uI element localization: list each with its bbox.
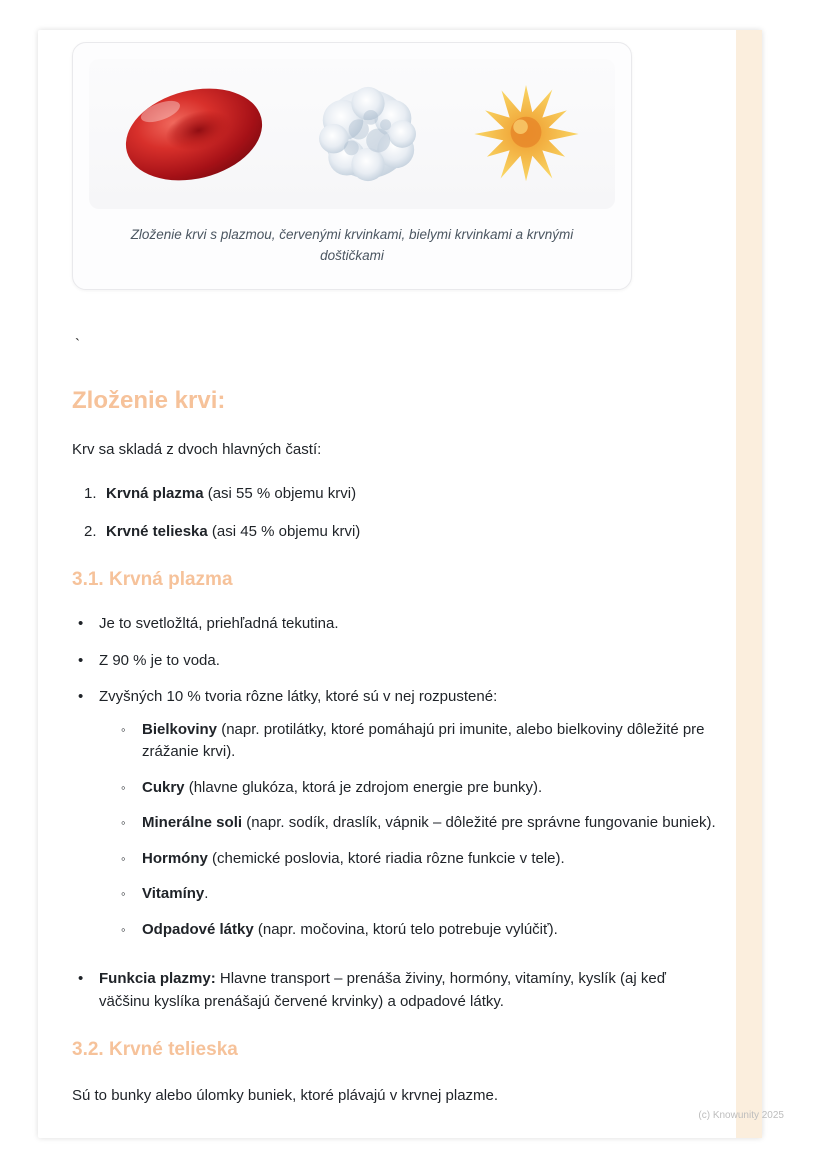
figure-caption: Zloženie krvi s plazmou, červenými krvinkami, bielymi krvinkami a krvnými doštičkami: [130, 227, 574, 263]
list-item-text: Bielkoviny (napr. protilátky, ktoré pomáhajú pri imunite, alebo bielkoviny dôležité pre zrážanie krvi).: [142, 720, 705, 761]
substance-sublist: [121, 719, 720, 942]
cells-paragraph: Sú to bunky alebo úlomky buniek, ktoré plávajú v krvnej plazme.: [72, 1087, 499, 1105]
list-item: [84, 521, 720, 544]
bullet-icon: •: [78, 615, 84, 633]
list-item-text: Krvná plazma (asi 55 % objemu krvi): [106, 485, 357, 503]
platelet-icon: [467, 75, 585, 193]
bullet-icon: •: [78, 688, 84, 706]
circle-bullet-icon: ◦: [121, 850, 126, 866]
main-heading: Zloženie krvi:: [72, 386, 226, 414]
list-item-text: Hormóny (chemické poslovia, ktoré riadia rôzne funkcie v tele).: [142, 849, 565, 867]
copyright-note: (c) Knowunity 2025: [698, 1110, 784, 1121]
blood-cells-image: [89, 59, 615, 209]
list-item: [78, 613, 720, 636]
list-item-text: Zvyšných 10 % tvoria rôzne látky, ktoré sú v nej rozpustené: ◦ Bielkoviny (napr. protilátky, ktoré pomáhajú pri imunite, alebo bielkoviny dôležité pre zrážanie krvi). ◦ Cukry (hlavne glukóza, ktorá je zdrojom energie pre bunky). ◦ Minerálne soli (napr. sodík, draslík, vápnik – dôležité pre správne fungovanie buniek). ◦ Hormóny (chemické poslovia, ktoré riadia rôzne funkcie v tele). ◦ Vitamíny. ◦ Odpadové látky (napr. močovina, ktorú telo potrebuje vylúčiť).: [99, 686, 720, 954]
bullet-icon: •: [78, 651, 84, 669]
list-number: 2.: [84, 522, 97, 540]
list-item-text: Je to svetložltá, priehľadná tekutina.: [99, 615, 339, 633]
list-item: [121, 883, 720, 906]
list-item-text: Funkcia plazmy: Hlavne transport – prenáša živiny, hormóny, vitamíny, kyslík (aj keď väčšinu kyslíka prenášajú červené krvinky) a odpadové látky.: [99, 970, 666, 1010]
page-edge-strip: [736, 30, 762, 1138]
list-item: [121, 919, 720, 942]
list-item-text: Krvné telieska (asi 45 % objemu krvi): [106, 522, 361, 540]
circle-bullet-icon: ◦: [121, 921, 126, 937]
red-blood-cell-icon: [115, 77, 272, 190]
bullet-icon: •: [78, 970, 84, 988]
figure-card: [72, 42, 632, 290]
section-heading-plasma: 3.1. Krvná plazma: [72, 569, 233, 591]
list-item: [78, 968, 720, 1013]
list-item: [78, 650, 720, 673]
intro-paragraph: Krv sa skladá z dvoch hlavných častí:: [72, 440, 322, 458]
plasma-bullet-list: [78, 613, 720, 1013]
list-item-text: Cukry (hlavne glukóza, ktorá je zdrojom energie pre bunky).: [142, 778, 543, 796]
document-content: [72, 42, 720, 1108]
circle-bullet-icon: ◦: [121, 815, 126, 831]
circle-bullet-icon: ◦: [121, 721, 126, 737]
circle-bullet-icon: ◦: [121, 779, 126, 795]
numbered-list: [84, 483, 720, 543]
section-heading-cells: 3.2. Krvné telieska: [72, 1039, 238, 1061]
document-page: [38, 30, 762, 1138]
list-item: [84, 483, 720, 506]
list-number: 1.: [84, 485, 97, 503]
stray-backtick: `: [75, 335, 80, 353]
list-item: [121, 848, 720, 871]
list-item-text: Z 90 % je to voda.: [99, 651, 220, 669]
list-item: [121, 777, 720, 800]
list-item-text: Vitamíny.: [142, 885, 209, 903]
list-item-text: Minerálne soli (napr. sodík, draslík, vápnik – dôležité pre správne fungovanie buniek).: [142, 814, 716, 832]
circle-bullet-icon: ◦: [121, 886, 126, 902]
list-item: [121, 812, 720, 835]
list-item: [78, 686, 720, 954]
list-item: [121, 719, 720, 764]
list-item-text: Odpadové látky (napr. močovina, ktorú telo potrebuje vylúčiť).: [142, 920, 558, 938]
white-blood-cell-icon: [308, 74, 428, 194]
